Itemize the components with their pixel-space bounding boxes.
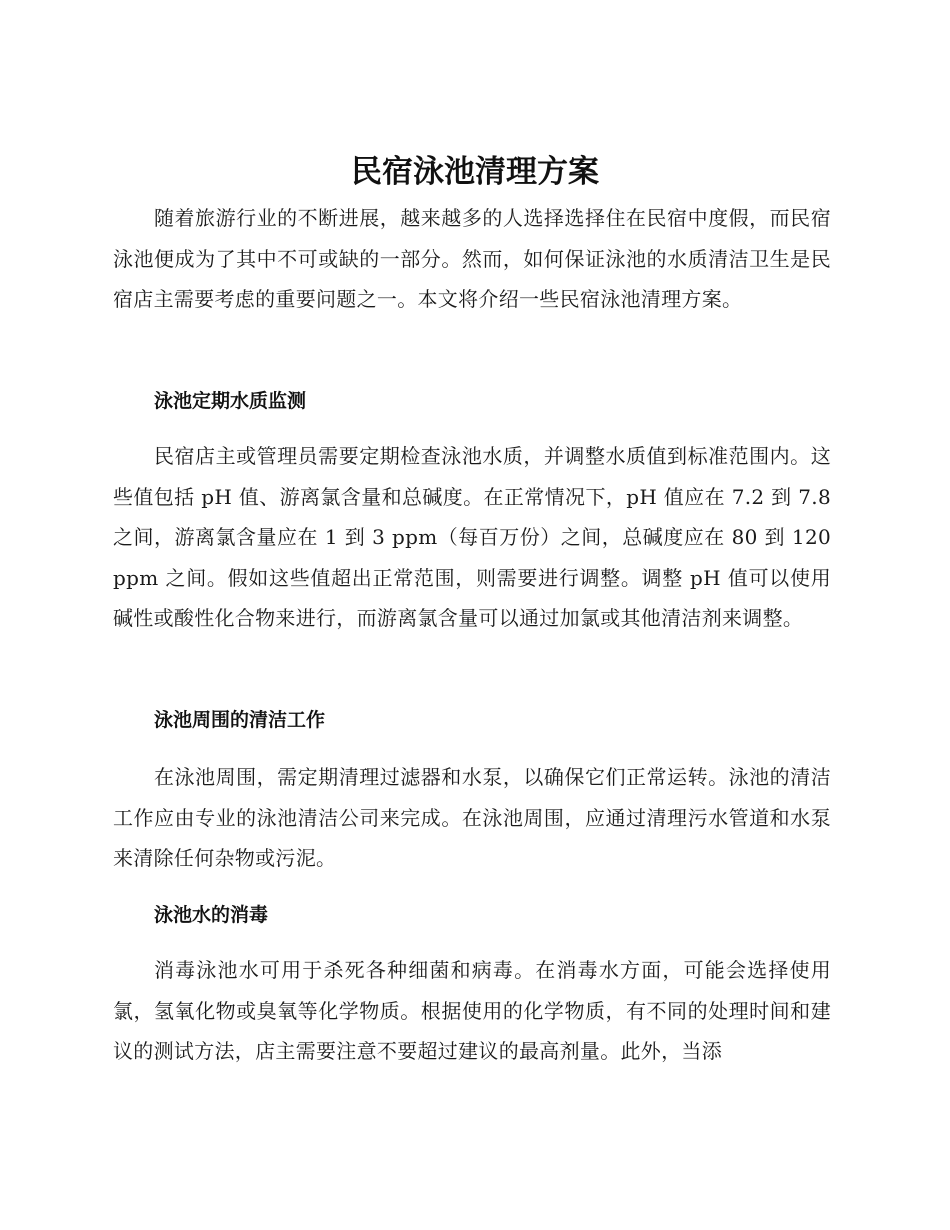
- intro-paragraph: 随着旅游行业的不断进展，越来越多的人选择选择住在民宿中度假，而民宿泳池便成为了其中不可或缺的一部分。然而，如何保证泳池的水质清洁卫生是民宿店主需要考虑的重要问题之一。本文将介绍一些民宿泳池清理方案。: [113, 206, 831, 311]
- section-heading-disinfection: 泳池水的消毒: [154, 904, 269, 926]
- section-heading-water-quality: 泳池定期水质监测: [154, 390, 307, 412]
- document-title: 民宿泳池清理方案: [351, 154, 599, 190]
- section-body-disinfection: 消毒泳池水可用于杀死各种细菌和病毒。在消毒水方面，可能会选择使用氯，氢氧化物或臭氧等化学物质。根据使用的化学物质，有不同的处理时间和建议的测试方法，店主需要注意不要超过建议的最高剂量。此外，当添: [113, 958, 831, 1063]
- section-body-water-quality: 民宿店主或管理员需要定期检查泳池水质，并调整水质值到标准范围内。这些值包括 pH 值、游离氯含量和总碱度。在正常情况下，pH 值应在 7.2 到 7.8 之间，游离氯含量应在 1 到 3 ppm（每百万份）之间，总碱度应在 80 到 120 ppm 之间。假如这些值超出正常范围，则需要进行调整。调整 pH 值可以使用碱性或酸性化合物来进行，而游离氯含量可以通过加氯或其他清洁剂来调整。: [113, 444, 831, 630]
- section-heading-surroundings: 泳池周围的清洁工作: [154, 709, 326, 731]
- section-body-surroundings: 在泳池周围，需定期清理过滤器和水泵，以确保它们正常运转。泳池的清洁工作应由专业的泳池清洁公司来完成。在泳池周围，应通过清理污水管道和水泵来清除任何杂物或污泥。: [113, 765, 831, 870]
